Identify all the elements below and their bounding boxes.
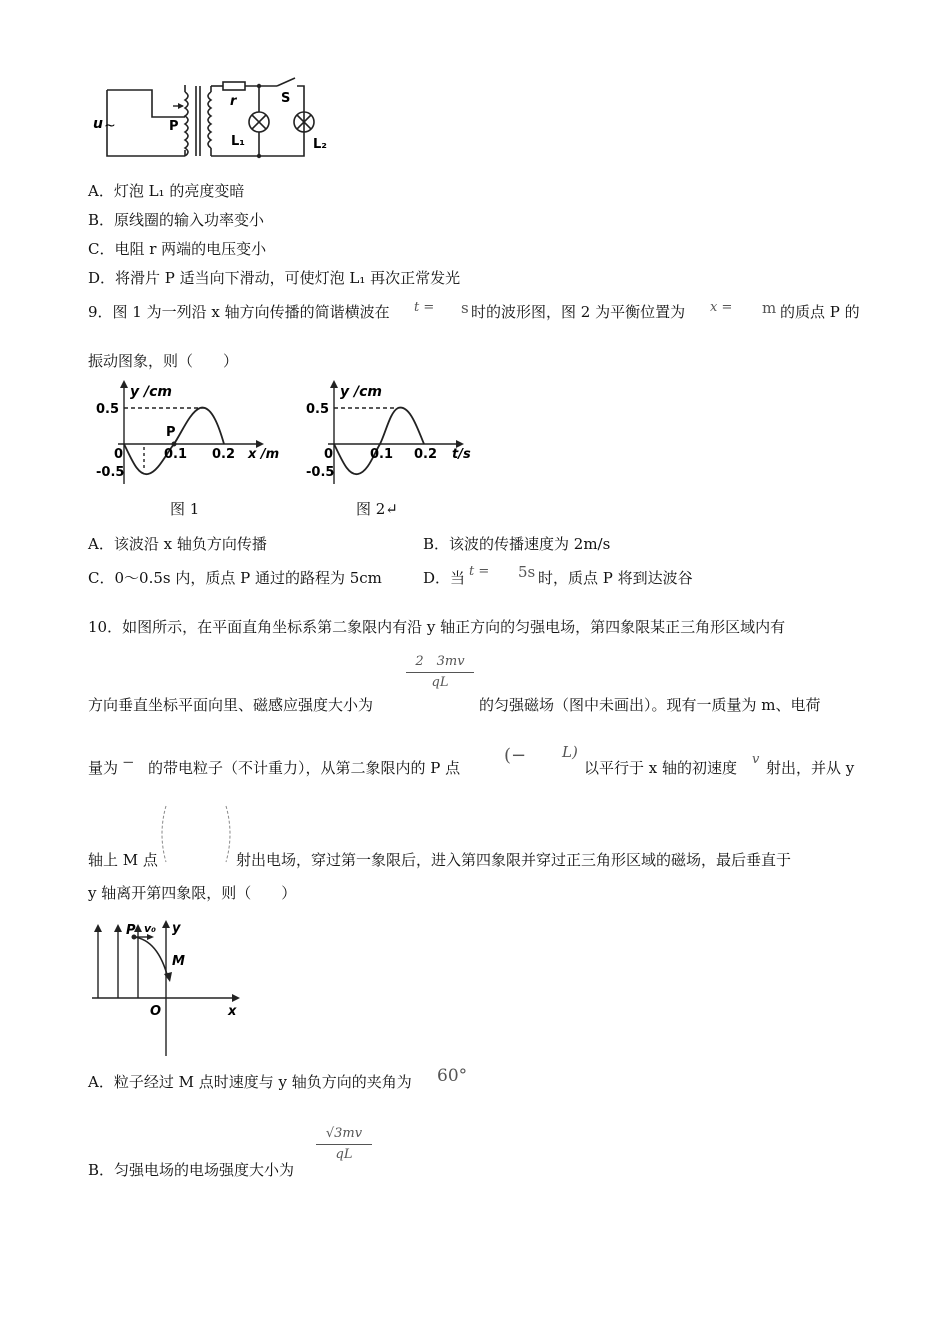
q10-line2-pre: 方向垂直坐标平面向里、磁感应强度大小为 xyxy=(88,696,374,714)
q9-option-a: A．该波沿 x 轴负方向传播 xyxy=(88,535,267,553)
q10-fraction-b-field xyxy=(406,652,474,693)
q9-fig2-caption: 图 2↵ xyxy=(356,500,398,518)
q9-option-b: B．该波的传播速度为 2m/s xyxy=(423,535,611,553)
label-L2: L₂ xyxy=(313,137,327,152)
q10-option-a-angle: 60° xyxy=(437,1066,468,1086)
q10-line1: 10．如图所示，在平面直角坐标系第二象限内有沿 y 轴正方向的匀强电场，第四象限某正三角形区域内有 xyxy=(88,618,786,636)
q10-line4-post: 射出电场，穿过第一象限后，进入第四象限并穿过正三角形区域的磁场，最后垂直于 xyxy=(236,851,792,869)
q10-line2-post: 的匀强磁场（图中未画出）。现有一质量为 m、电荷 xyxy=(479,696,821,714)
fig2-tick-02: 0.2 xyxy=(414,447,438,462)
q8-option-a: A．灯泡 L₁ 的亮度变暗 xyxy=(88,182,245,200)
q10-line3-d: 射出，并从 y xyxy=(766,759,855,777)
q9-figure-2-vibration-graph xyxy=(298,376,498,516)
q10-point-p-a: (− xyxy=(504,745,527,766)
q9-fig1-caption: 图 1 xyxy=(170,500,200,518)
q10-line3-c: 以平行于 x 轴的初速度 xyxy=(584,759,737,777)
q8-option-d: D．将滑片 P 适当向下滑动，可使灯泡 L₁ 再次正常发光 xyxy=(88,269,461,287)
label-r: r xyxy=(230,94,237,109)
fig10-label-P: P xyxy=(126,923,136,938)
q10-fraction-e-field xyxy=(316,1124,372,1165)
q8-option-b: B．原线圈的输入功率变小 xyxy=(88,211,265,229)
fig1-tick-02: 0.2 xyxy=(212,447,236,462)
q9-stem-part3: 的质点 P 的 xyxy=(780,303,860,321)
q10-m-point-bracket xyxy=(156,804,236,864)
label-L1: L₁ xyxy=(231,134,245,149)
q9-t-eq: t = xyxy=(414,300,435,315)
fig1-ylabel: y /cm xyxy=(130,384,172,400)
fig1-tick-m05: -0.5 xyxy=(96,465,125,480)
q10-v-symbol: v xyxy=(752,752,760,767)
fig2-xlabel: t/s xyxy=(452,447,471,462)
q10-option-a: A．粒子经过 M 点时速度与 y 轴负方向的夹角为 xyxy=(88,1073,412,1091)
fig1-tick-05: 0.5 xyxy=(96,402,120,417)
q9-option-c: C．0～0.5s 内，质点 P 通过的路程为 5cm xyxy=(88,569,382,587)
fig1-point-P: P xyxy=(166,425,176,440)
fig2-tick-05: 0.5 xyxy=(306,402,330,417)
q10-optB-denominator: qL xyxy=(335,1147,353,1162)
fig10-label-v0: v₀ xyxy=(144,922,156,935)
q10-field-diagram xyxy=(88,918,248,1058)
q10-option-b: B．匀强电场的电场强度大小为 xyxy=(88,1161,295,1179)
q10-line3-minus: − xyxy=(122,753,135,771)
q9-stem-line2: 振动图象，则（ ） xyxy=(88,352,239,370)
q10-frac1-numerator: 2 3mv xyxy=(415,654,465,669)
label-S: S xyxy=(281,91,291,106)
fig1-tick-0: 0 xyxy=(114,447,124,462)
transformer-circuit-diagram xyxy=(85,70,425,170)
label-u: u xyxy=(93,116,103,132)
q9-x-eq: x = xyxy=(710,300,733,315)
fig2-tick-m05: -0.5 xyxy=(306,465,335,480)
fig10-label-M: M xyxy=(172,954,185,969)
q10-line5: y 轴离开第四象限，则（ ） xyxy=(88,884,297,902)
q9-option-d-post: 时，质点 P 将到达波谷 xyxy=(538,569,693,587)
fig2-tick-01: 0.1 xyxy=(370,447,394,462)
label-P: P xyxy=(169,119,179,134)
label-ac-tilde: ~ xyxy=(104,118,116,134)
fig10-label-x: x xyxy=(228,1004,237,1019)
q10-line3-b: 的带电粒子（不计重力），从第二象限内的 P 点 xyxy=(148,759,461,777)
q8-option-c: C．电阻 r 两端的电压变小 xyxy=(88,240,267,258)
fig10-label-O: O xyxy=(150,1004,162,1019)
q10-optB-numerator: √3mv xyxy=(325,1126,363,1141)
q9-option-d-pre: D．当 xyxy=(423,569,466,587)
q10-line4-pre: 轴上 M 点 xyxy=(88,851,158,869)
fig10-label-y: y xyxy=(172,921,181,936)
q9-stem-part2: 时的波形图，图 2 为平衡位置为 xyxy=(471,303,686,321)
q9-unit-s: s xyxy=(461,299,469,317)
q10-point-p-b: L) xyxy=(562,743,578,761)
q9-option-d-t: t = xyxy=(469,564,490,579)
q9-figure-1-wave-graph xyxy=(88,376,288,516)
q9-option-d-value: 5s xyxy=(518,563,536,581)
q10-frac1-denominator: qL xyxy=(431,675,449,690)
fig2-ylabel: y /cm xyxy=(340,384,382,400)
q9-unit-m: m xyxy=(762,299,777,317)
fig1-xlabel: x /m xyxy=(248,447,280,462)
fig1-tick-01: 0.1 xyxy=(164,447,188,462)
q9-stem-part1: 9．图 1 为一列沿 x 轴方向传播的简谐横波在 xyxy=(88,303,390,321)
q10-line3-a: 量为 xyxy=(88,759,119,777)
fig2-tick-0: 0 xyxy=(324,447,334,462)
